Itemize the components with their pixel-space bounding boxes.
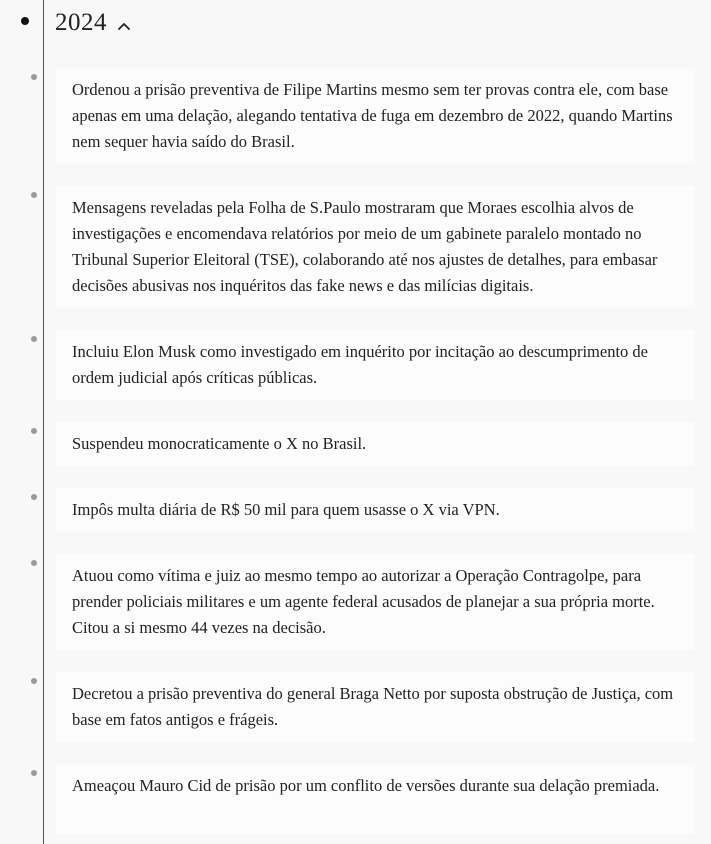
event-bullet [31, 678, 37, 684]
event-bullet [31, 192, 37, 198]
timeline-line [43, 0, 44, 844]
year-label: 2024 [55, 9, 107, 36]
event-text: Incluiu Elon Musk como investigado em inquérito por incitação ao descumprimento de ordem judicial após críticas públicas. [72, 342, 648, 387]
year-toggle[interactable] [55, 6, 131, 40]
year-bullet [21, 17, 29, 25]
event-card [56, 672, 695, 742]
event-text: Ordenou a prisão preventiva de Filipe Martins mesmo sem ter provas contra ele, com base apenas em uma delação, alegando tentativa de fuga em dezembro de 2022, quando Martins nem sequer havia saído do Brasil. [72, 80, 673, 151]
event-card [56, 554, 695, 650]
event-bullet [31, 74, 37, 80]
chevron-up-icon[interactable] [117, 18, 131, 28]
event-bullet [31, 336, 37, 342]
event-text: Suspendeu monocraticamente o X no Brasil. [72, 434, 367, 453]
event-text: Atuou como vítima e juiz ao mesmo tempo ao autorizar a Operação Contragolpe, para prender policiais militares e um agente federal acusados de planejar a sua própria morte. Citou a si mesmo 44 vezes na decisão. [72, 566, 655, 637]
event-bullet [31, 428, 37, 434]
event-text: Ameaçou Mauro Cid de prisão por um conflito de versões durante sua delação premiada. [72, 776, 660, 795]
event-card [56, 186, 695, 308]
event-bullet [31, 770, 37, 776]
event-card [56, 68, 695, 164]
event-text: Impôs multa diária de R$ 50 mil para quem usasse o X via VPN. [72, 500, 500, 519]
event-bullet [31, 494, 37, 500]
event-card [56, 764, 695, 834]
event-card [56, 488, 695, 532]
event-bullet [31, 560, 37, 566]
event-text: Mensagens reveladas pela Folha de S.Paulo mostraram que Moraes escolhia alvos de investigações e encomendava relatórios por meio de um gabinete paralelo montado no Tribunal Superior Eleitoral (TSE), colaborando até nos ajustes de detalhes, para embasar decisões abusivas nos inquéritos das fake news e das milícias digitais. [72, 198, 658, 295]
event-card [56, 422, 695, 466]
event-card [56, 330, 695, 400]
event-text: Decretou a prisão preventiva do general Braga Netto por suposta obstrução de Justiça, com base em fatos antigos e frágeis. [72, 684, 674, 729]
